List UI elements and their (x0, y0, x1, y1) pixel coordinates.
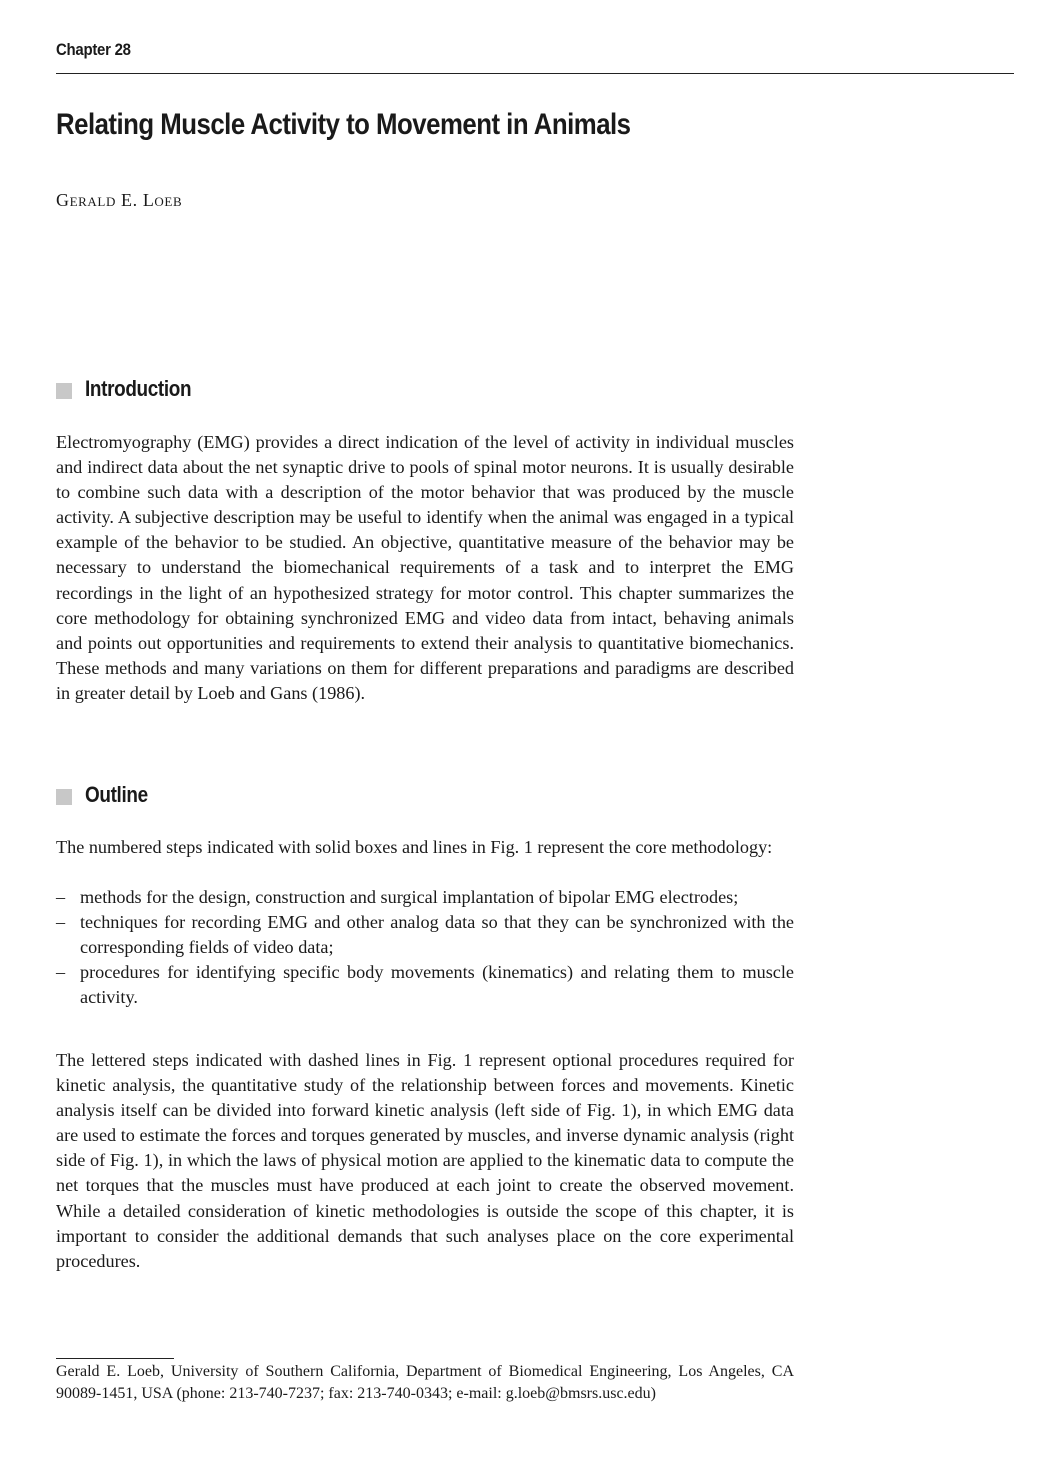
list-item (56, 910, 794, 960)
section-heading-introduction (56, 376, 209, 402)
list-item-text: methods for the design, construction and surgical implantation of bipolar EMG electrodes; (80, 887, 739, 907)
header-rule (56, 73, 1014, 74)
list-dash: – (56, 912, 66, 933)
chapter-title: Relating Muscle Activity to Movement in Animals (56, 108, 631, 141)
list-item-text: techniques for recording EMG and other analog data so that they can be synchronized with the corresponding fields of video data; (80, 912, 794, 958)
section-square-icon (56, 383, 72, 399)
author-name: Gerald E. Loeb (56, 190, 183, 210)
list-item-text: procedures for identifying specific body movements (kinematics) and relating them to muscle activity. (80, 962, 794, 1008)
list-dash: – (56, 962, 66, 983)
section-heading-text: Outline (85, 782, 148, 807)
list-dash: – (56, 887, 66, 907)
introduction-paragraph: Electromyography (EMG) provides a direct indication of the level of activity in individual muscles and indirect data about the net synaptic drive to pools of spinal motor neurons. It is usually desirable to combine such data with a description of the motor behavior that was produced by the muscle activity. A subjective description may be useful to identify when the animal was engaged in a typical example of the behavior to be studied. An objective, quantitative measure of the behavior may be necessary to understand the biomechanical requirements of a task and to interpret the EMG recordings in the light of an hypothesized strategy for motor control. This chapter summarizes the core methodology for obtaining synchronized EMG and video data from intact, behaving animals and points out opportunities and requirements to extend their analysis to quantitative biomechanics. These methods and many variations on them for different preparations and paradigms are described in greater detail by Loeb and Gans (1986). (56, 432, 794, 703)
section-square-icon (56, 789, 72, 805)
list-item (56, 960, 794, 1010)
outline-paragraph: The lettered steps indicated with dashed lines in Fig. 1 represent optional procedures required for kinetic analysis, the quantitative study of the relationship between forces and movements. Kinetic analysis itself can be divided into forward kinetic analysis (left side of Fig. 1), in which EMG data are used to estimate the forces and torques generated by muscles, and inverse dynamic analysis (right side of Fig. 1), in which the laws of physical motion are applied to the kinematic data to compute the net torques that the muscles must have produced at each joint to create the observed movement. While a detailed consideration of kinetic methodologies is outside the scope of this chapter, it is important to consider the additional demands that such analyses place on the core experimental procedures. (56, 1050, 794, 1271)
section-heading-text: Introduction (85, 376, 192, 401)
footnote: Gerald E. Loeb, University of Southern California, Department of Biomedical Engineering, Los Angeles, CA 90089-1451, USA (phone: 213-740-7237; fax: 213-740-0343; e-mail: g.loeb@bmsrs.usc.edu) (56, 1363, 794, 1402)
list-item (56, 885, 794, 910)
outline-intro-paragraph: The numbered steps indicated with solid boxes and lines in Fig. 1 represent the core methodology: (56, 837, 773, 857)
section-heading-outline (56, 782, 158, 808)
chapter-label: Chapter 28 (56, 40, 131, 59)
footnote-rule (56, 1358, 174, 1359)
outline-list (56, 885, 794, 1010)
